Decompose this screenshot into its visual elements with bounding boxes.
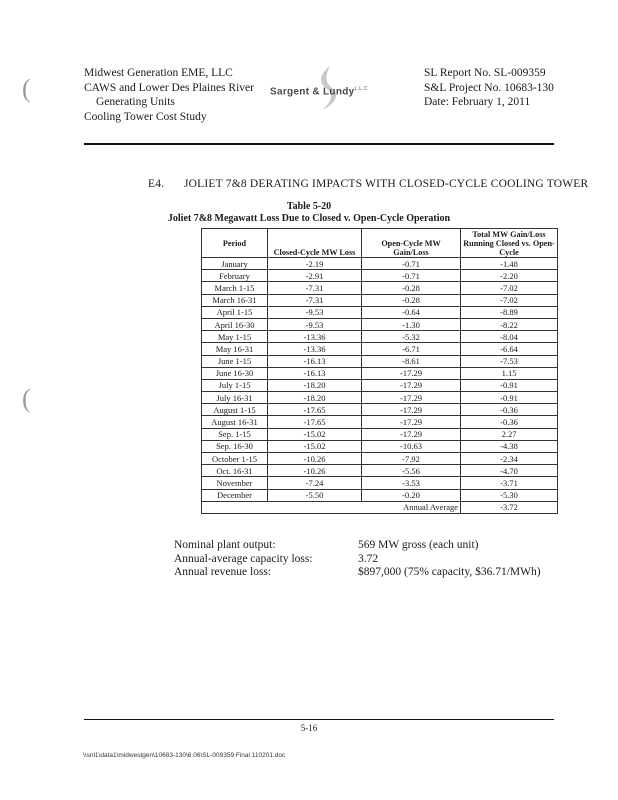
cell-period: March 1-15 [202, 282, 268, 294]
cell-closed-loss: -9.53 [268, 318, 362, 330]
cell-total: -8.89 [461, 306, 558, 318]
summary-row [174, 566, 541, 580]
cell-open-gain: -17.29 [362, 428, 461, 440]
cell-period: November [202, 477, 268, 489]
table-row [202, 379, 558, 391]
cell-open-gain: -8.61 [362, 355, 461, 367]
cell-closed-loss: -15.02 [268, 440, 362, 452]
cell-period: October 1-15 [202, 453, 268, 465]
cell-closed-loss: -13.36 [268, 331, 362, 343]
cell-period: June 1-15 [202, 355, 268, 367]
cell-open-gain: -5.32 [362, 331, 461, 343]
logo-text: Sargent & Lundy [270, 86, 355, 98]
summary-label: Annual-average capacity loss: [174, 552, 313, 565]
cell-total: -7.53 [461, 355, 558, 367]
cell-open-gain: -3.53 [362, 477, 461, 489]
cell-open-gain: -0.28 [362, 294, 461, 306]
cell-total: -1.48 [461, 258, 558, 270]
section-heading [148, 178, 588, 190]
cell-closed-loss: -18.20 [268, 392, 362, 404]
cell-total: -0.91 [461, 392, 558, 404]
table-title: Joliet 7&8 Megawatt Loss Due to Closed v. Open-Cycle Operation [167, 213, 451, 224]
cell-total: -0.36 [461, 416, 558, 428]
cell-total: -7.02 [461, 282, 558, 294]
summary-value: 3.72 [358, 552, 379, 565]
cell-total: -3.71 [461, 477, 558, 489]
table-caption: Table 5-20 [286, 201, 332, 212]
table-body [202, 258, 558, 502]
cell-closed-loss: -9.53 [268, 306, 362, 318]
cell-open-gain: -7.92 [362, 453, 461, 465]
cell-total: -7.02 [461, 294, 558, 306]
cell-total: -2.34 [461, 453, 558, 465]
column-header-total: Total MW Gain/Loss Running Closed vs. Open-Cycle [461, 229, 558, 258]
section-number: E4. [148, 178, 165, 190]
cell-closed-loss: -17.65 [268, 404, 362, 416]
annual-average-label: Annual Average [362, 501, 461, 513]
cell-closed-loss: -16.13 [268, 355, 362, 367]
cell-period: July 16-31 [202, 392, 268, 404]
margin-bracket-icon: ( [22, 74, 31, 103]
cell-period: May 1-15 [202, 331, 268, 343]
table-header-row [202, 229, 558, 258]
annual-average-value: -3.72 [461, 501, 558, 513]
cell-open-gain: -0.71 [362, 258, 461, 270]
table-row [202, 258, 558, 270]
summary-row [174, 539, 541, 553]
table-row [202, 465, 558, 477]
cell-closed-loss: -7.31 [268, 294, 362, 306]
cell-period: Sep. 16-30 [202, 440, 268, 452]
table-row [202, 440, 558, 452]
table-row [202, 489, 558, 501]
cell-closed-loss: -10.26 [268, 465, 362, 477]
cell-open-gain: -6.71 [362, 343, 461, 355]
cell-open-gain: -1.30 [362, 318, 461, 330]
cell-open-gain: -5.56 [362, 465, 461, 477]
cell-closed-loss: -13.36 [268, 343, 362, 355]
table-row [202, 306, 558, 318]
table-row [202, 416, 558, 428]
summary-block [174, 539, 541, 580]
cell-closed-loss: -7.24 [268, 477, 362, 489]
cell-period: June 16-30 [202, 367, 268, 379]
table-row [202, 282, 558, 294]
cell-total: -6.64 [461, 343, 558, 355]
cell-total: -4.38 [461, 440, 558, 452]
cell-period: Sep. 1-15 [202, 428, 268, 440]
header-right [424, 66, 554, 110]
summary-value: $897,000 (75% capacity, $36.71/MWh) [358, 566, 541, 578]
cell-closed-loss: -10.26 [268, 453, 362, 465]
cell-closed-loss: -16.13 [268, 367, 362, 379]
cell-period: December [202, 489, 268, 501]
summary-label: Nominal plant output: [174, 539, 276, 551]
column-header-period: Period [202, 229, 268, 258]
cell-open-gain: -17.29 [362, 392, 461, 404]
table-row [202, 318, 558, 330]
cell-period: April 16-30 [202, 318, 268, 330]
table-row [202, 355, 558, 367]
cell-open-gain: -10.63 [362, 440, 461, 452]
summary-row [174, 553, 541, 567]
cell-open-gain: -0.64 [362, 306, 461, 318]
summary-value: 569 MW gross (each unit) [358, 539, 479, 551]
cell-period: August 1-15 [202, 404, 268, 416]
cell-open-gain: -17.29 [362, 379, 461, 391]
cell-open-gain: -0.28 [362, 282, 461, 294]
header-rule [84, 143, 554, 145]
table-row [202, 294, 558, 306]
cell-total: -8.04 [461, 331, 558, 343]
cell-period: March 16-31 [202, 294, 268, 306]
cell-closed-loss: -7.31 [268, 282, 362, 294]
column-header-open: Open-Cycle MW Gain/Loss [362, 229, 461, 258]
cell-open-gain: -17.29 [362, 404, 461, 416]
cell-open-gain: -0.71 [362, 270, 461, 282]
cell-open-gain: -0.20 [362, 489, 461, 501]
summary-label: Annual revenue loss: [174, 566, 272, 578]
derating-table [201, 228, 558, 514]
company-name: Midwest Generation EME, LLC [84, 67, 233, 79]
table-row [202, 428, 558, 440]
cell-open-gain: -17.29 [362, 367, 461, 379]
footer-blank [202, 501, 362, 513]
cell-period: May 16-31 [202, 343, 268, 355]
cell-period: February [202, 270, 268, 282]
project-name: CAWS and Lower Des Plaines River [84, 81, 254, 94]
project-subtitle: Generating Units [96, 96, 175, 108]
cell-closed-loss: -5.50 [268, 489, 362, 501]
table-row [202, 331, 558, 343]
table-row [202, 477, 558, 489]
report-date: Date: February 1, 2011 [424, 96, 531, 108]
table-row [202, 453, 558, 465]
cell-period: August 16-31 [202, 416, 268, 428]
column-header-closed: Closed-Cycle MW Loss [268, 229, 362, 258]
report-number: SL Report No. SL-009359 [424, 67, 546, 79]
file-path: \\snl1\data1\midwestgen\10683-130\6.06\SL-009359 Final 110201.doc [83, 752, 286, 759]
cell-total: -0.36 [461, 404, 558, 416]
cell-period: Oct. 16-31 [202, 465, 268, 477]
cell-total: -5.30 [461, 489, 558, 501]
header-left [84, 66, 254, 124]
margin-bracket-icon: ( [22, 384, 31, 413]
cell-total: -8.22 [461, 318, 558, 330]
section-title: JOLIET 7&8 DERATING IMPACTS WITH CLOSED-CYCLE COOLING TOWER [184, 178, 589, 190]
cell-period: April 1-15 [202, 306, 268, 318]
study-name: Cooling Tower Cost Study [84, 110, 207, 123]
cell-period: July 1-15 [202, 379, 268, 391]
table-row [202, 367, 558, 379]
cell-closed-loss: -2.91 [268, 270, 362, 282]
cell-total: -0.91 [461, 379, 558, 391]
table-row [202, 343, 558, 355]
cell-closed-loss: -17.65 [268, 416, 362, 428]
table-row [202, 270, 558, 282]
logo-suffix: L.L.C [354, 86, 368, 92]
cell-total: 1.15 [461, 367, 558, 379]
cell-open-gain: -17.29 [362, 416, 461, 428]
cell-closed-loss: -2.19 [268, 258, 362, 270]
footer-rule [84, 719, 554, 720]
project-number: S&L Project No. 10683-130 [424, 81, 554, 94]
cell-closed-loss: -15.02 [268, 428, 362, 440]
cell-closed-loss: -18.20 [268, 379, 362, 391]
table-row [202, 404, 558, 416]
cell-total: -2.20 [461, 270, 558, 282]
cell-total: 2.27 [461, 428, 558, 440]
page-number: 5-16 [300, 723, 318, 733]
table-row [202, 392, 558, 404]
cell-period: January [202, 258, 268, 270]
table-footer-row [202, 501, 558, 513]
cell-total: -4.70 [461, 465, 558, 477]
logo-wordmark [270, 86, 368, 97]
